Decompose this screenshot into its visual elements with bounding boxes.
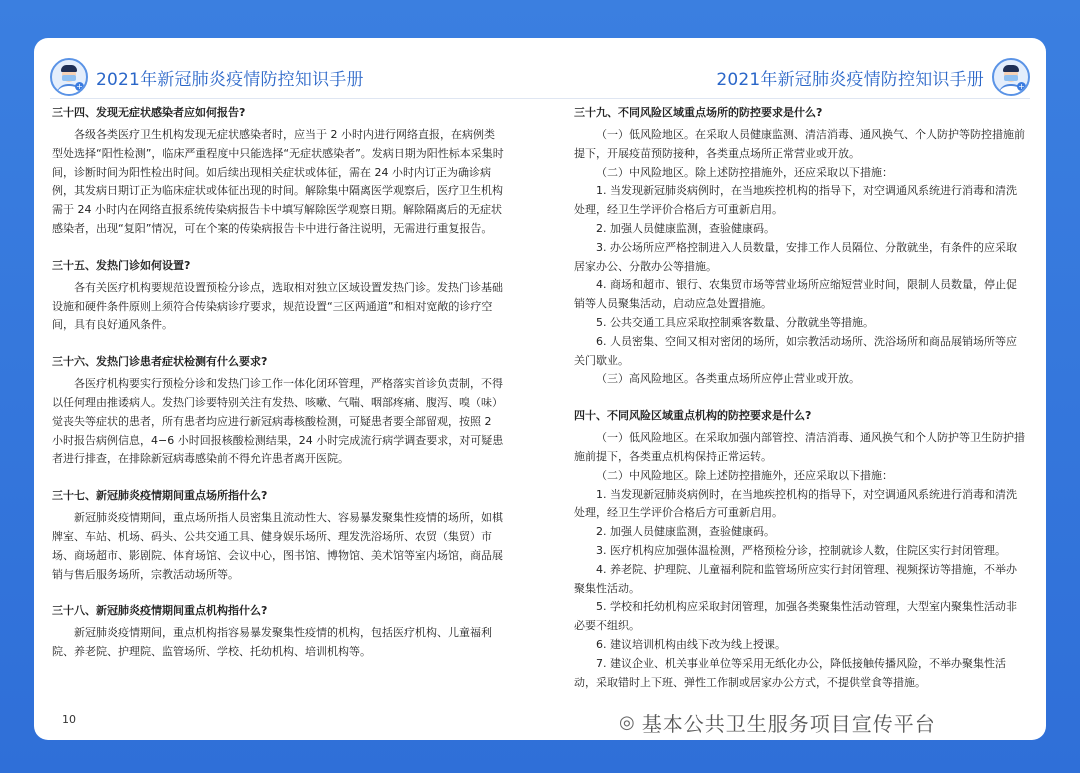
- header-right: [716, 58, 1030, 96]
- doctor-avatar-icon: +: [50, 58, 88, 96]
- header-left: [50, 58, 364, 96]
- answer-line: 2. 加强人员健康监测，查验健康码。: [596, 525, 775, 539]
- header-divider: [50, 98, 1030, 99]
- answer-line: 3. 医疗机构应加强体温检测，严格预检分诊，控制就诊人数，住院区实行封闭管理。: [596, 543, 1006, 557]
- answer-line: 5. 公共交通工具应采取控制乘客数量、分散就坐等措施。: [596, 315, 874, 329]
- doctor-avatar-icon: +: [992, 58, 1030, 96]
- answer-line: 2. 加强人员健康监测，查验健康码。: [596, 221, 775, 235]
- answer-line: 1. 当发现新冠肺炎病例时，在当地疾控机构的指导下，对空调通风系统进行消毒和清洗处理，经卫生学评价合格后方可重新启用。: [574, 184, 1017, 217]
- answer-line: 4. 养老院、护理院、儿童福利院和监管场所应实行封闭管理、视频探访等措施，不举办聚集性活动。: [574, 562, 1017, 595]
- answer-paragraph: 各级各类医疗卫生机构发现无症状感染者时，应当于 2 小时内进行网络直报，在病例类型处选择“阳性检测”，临床严重程度中只能选择“无症状感染者”。发病日期为阳性标本采集时间，诊断时间为阳性检出时间。如后续出现相关症状或体征，需在 24 小时内订正为确诊病例，其发病日期订正为临床症状或体征出现的时间。解除集中隔离医学观察后，医疗卫生机构需于 24 小时内在网络直报系统传染病报告卡中填写解除医学观察日期。解除隔离后的无症状感染者，出现“复阳”情况，可在个案的传染病报告卡中进行备注说明，无需进行重复报告。: [52, 128, 504, 235]
- answer-line: 3. 办公场所应严格控制进入人员数量，安排工作人员隔位、分散就坐，有条件的应采取居家办公、分散办公等措施。: [574, 240, 1017, 273]
- question-heading: 三十六、发热门诊患者症状检测有什么要求?: [52, 355, 268, 369]
- page-number: 10: [62, 713, 76, 726]
- watermark-text: 基本公共卫生服务项目宣传平台: [641, 712, 936, 736]
- answer-line: 1. 当发现新冠肺炎病例时，在当地疾控机构的指导下，对空调通风系统进行消毒和清洗处理，经卫生学评价合格后方可重新启用。: [574, 487, 1017, 520]
- question-heading: 三十九、不同风险区域重点场所的防控要求是什么?: [574, 106, 823, 119]
- answer-line: （一）低风险地区。在采取人员健康监测、清洁消毒、通风换气、个人防护等防控措施前提下，开展疫苗预防接种，各类重点场所正常营业或开放。: [574, 128, 1025, 160]
- answer-line: （三）高风险地区。各类重点场所应停止营业或开放。: [596, 372, 860, 386]
- header-title-right: 2021年新冠肺炎疫情防控知识手册: [716, 69, 984, 90]
- answer-line: 4. 商场和超市、银行、农集贸市场等营业场所应缩短营业时间，限制人员数量，停止促销等人员聚集活动，启动应急处置措施。: [574, 278, 1017, 311]
- handbook-spread: [34, 38, 1046, 740]
- answer-line: （二）中风险地区。除上述防控措施外，还应采取以下措施：: [596, 468, 893, 482]
- question-heading: 三十七、新冠肺炎疫情期间重点场所指什么?: [52, 489, 268, 503]
- answer-paragraph: 新冠肺炎疫情期间，重点场所指人员密集且流动性大、容易暴发聚集性疫情的场所，如棋牌室、车站、机场、码头、公共交通工具、健身娱乐场所、理发洗浴场所、农贸（集贸）市场、商场超市、影剧院、体育场馆、会议中心，图书馆、博物馆、美术馆等室内场馆，商品展销与售后服务场所，宗教活动场所等。: [52, 511, 503, 581]
- question-heading: 三十八、新冠肺炎疫情期间重点机构指什么?: [52, 604, 268, 618]
- answer-line: 6. 人员密集、空间又相对密闭的场所，如宗教活动场所、洗浴场所和商品展销场所等应关门歇业。: [574, 334, 1017, 367]
- answer-line: 5. 学校和托幼机构应采取封闭管理，加强各类聚集性活动管理，大型室内聚集性活动非必要不组织。: [574, 600, 1017, 633]
- question-heading: 三十四、发现无症状感染者应如何报告?: [52, 106, 246, 119]
- right-page-column: [574, 104, 1026, 692]
- header-title-left: 2021年新冠肺炎疫情防控知识手册: [96, 69, 364, 90]
- answer-line: 7. 建议企业、机关事业单位等采用无纸化办公，降低接触传播风险，不举办聚集性活动，采取错时上下班、弹性工作制或居家办公方式，不提供堂食等措施。: [574, 656, 1006, 689]
- question-heading: 四十、不同风险区域重点机构的防控要求是什么?: [574, 409, 812, 423]
- answer-line: （二）中风险地区。除上述防控措施外，还应采取以下措施：: [596, 165, 893, 179]
- watermark: [619, 708, 936, 737]
- left-page-column: [52, 104, 504, 662]
- answer-line: （一）低风险地区。在采取加强内部管控、清洁消毒、通风换气和个人防护等卫生防护措施前提下，各类重点机构保持正常运转。: [574, 431, 1025, 463]
- answer-line: 6. 建议培训机构由线下改为线上授课。: [596, 637, 786, 651]
- answer-paragraph: 新冠肺炎疫情期间，重点机构指容易暴发聚集性疫情的机构，包括医疗机构、儿童福利院、养老院、护理院、监管场所、学校、托幼机构、培训机构等。: [52, 626, 492, 659]
- answer-paragraph: 各有关医疗机构要规范设置预检分诊点，选取相对独立区域设置发热门诊。发热门诊基础设施和硬件条件原则上须符合传染病诊疗要求，规范设置“三区两通道”和相对宽敞的诊疗空间，具有良好通风条件。: [52, 280, 503, 332]
- answer-paragraph: 各医疗机构要实行预检分诊和发热门诊工作一体化闭环管理，严格落实首诊负责制，不得以任何理由推诿病人。发热门诊要特别关注有发热、咳嗽、气喘、咽部疼痛、腹泻、嗅（味）觉丧失等症状的患者，所有患者均应进行新冠病毒核酸检测，可疑患者要全部留观，按照 2 小时报告病例信息，4−6 小时回报核酸检测结果，24 小时完成流行病学调查要求，对可疑患者进行排查，在排除新冠病毒感染前不得允许患者离开医院。: [52, 377, 504, 466]
- question-heading: 三十五、发热门诊如何设置?: [52, 258, 191, 272]
- wechat-icon: ◎: [619, 712, 636, 733]
